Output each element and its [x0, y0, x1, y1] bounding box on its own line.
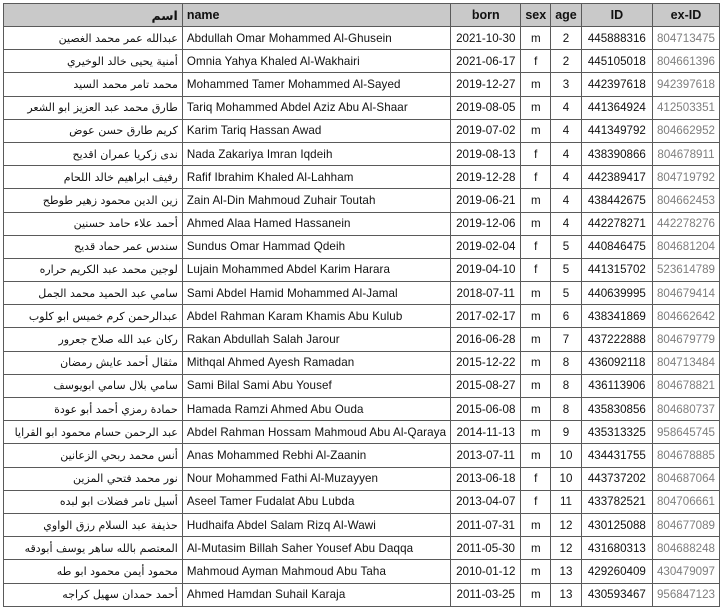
- cell-name: Anas Mohammed Rebhi Al-Zaanin: [182, 444, 450, 467]
- cell-ex-id: 430479097: [652, 560, 719, 583]
- cell-arabic-name: كريم طارق حسن عوض: [4, 119, 183, 142]
- table-row: [4, 467, 720, 490]
- table-row: [4, 421, 720, 444]
- cell-age: 4: [551, 96, 582, 119]
- table-body: [4, 27, 720, 607]
- cell-ex-id: 804719792: [652, 166, 719, 189]
- cell-arabic-name: سامي بلال سامي ابويوسف: [4, 374, 183, 397]
- cell-ex-id: 804678911: [652, 142, 719, 165]
- cell-id: 437222888: [581, 328, 652, 351]
- cell-arabic-name: ركان عبد الله صلاح جعرور: [4, 328, 183, 351]
- cell-born: 2015-12-22: [451, 351, 521, 374]
- table-row: [4, 537, 720, 560]
- cell-age: 13: [551, 583, 582, 606]
- cell-ex-id: 804677089: [652, 513, 719, 536]
- cell-ex-id: 958645745: [652, 421, 719, 444]
- table-row: [4, 50, 720, 73]
- cell-name: Abdullah Omar Mohammed Al-Ghusein: [182, 27, 450, 50]
- cell-ex-id: 804678885: [652, 444, 719, 467]
- cell-born: 2015-06-08: [451, 398, 521, 421]
- cell-id: 433782521: [581, 490, 652, 513]
- cell-age: 5: [551, 282, 582, 305]
- cell-id: 438442675: [581, 189, 652, 212]
- table-row: [4, 73, 720, 96]
- cell-age: 10: [551, 444, 582, 467]
- table-row: [4, 351, 720, 374]
- cell-sex: m: [521, 583, 551, 606]
- cell-ex-id: 804688248: [652, 537, 719, 560]
- victims-table-container: [3, 3, 720, 607]
- header-id: ID: [581, 4, 652, 27]
- cell-name: Omnia Yahya Khaled Al-Wakhairi: [182, 50, 450, 73]
- cell-arabic-name: حمادة رمزي أحمد أبو عودة: [4, 398, 183, 421]
- cell-ex-id: 804706661: [652, 490, 719, 513]
- cell-ex-id: 804662642: [652, 305, 719, 328]
- cell-born: 2019-06-21: [451, 189, 521, 212]
- cell-sex: m: [521, 513, 551, 536]
- cell-born: 2021-06-17: [451, 50, 521, 73]
- cell-born: 2014-11-13: [451, 421, 521, 444]
- cell-ex-id: 523614789: [652, 258, 719, 281]
- cell-sex: m: [521, 96, 551, 119]
- cell-ex-id: 956847123: [652, 583, 719, 606]
- cell-ex-id: 804687064: [652, 467, 719, 490]
- table-row: [4, 328, 720, 351]
- cell-born: 2013-06-18: [451, 467, 521, 490]
- cell-name: Rakan Abdullah Salah Jarour: [182, 328, 450, 351]
- cell-ex-id: 804662952: [652, 119, 719, 142]
- table-row: [4, 398, 720, 421]
- cell-id: 441364924: [581, 96, 652, 119]
- cell-sex: f: [521, 235, 551, 258]
- table-row: [4, 258, 720, 281]
- cell-sex: m: [521, 73, 551, 96]
- cell-name: Abdel Rahman Hossam Mahmoud Abu Al-Qaraya: [182, 421, 450, 444]
- cell-id: 442389417: [581, 166, 652, 189]
- cell-arabic-name: أحمد حمدان سهيل كراجه: [4, 583, 183, 606]
- table-row: [4, 96, 720, 119]
- cell-ex-id: 804661396: [652, 50, 719, 73]
- cell-born: 2016-06-28: [451, 328, 521, 351]
- cell-born: 2019-02-04: [451, 235, 521, 258]
- cell-id: 442278271: [581, 212, 652, 235]
- cell-age: 8: [551, 374, 582, 397]
- cell-arabic-name: أنس محمد ربحي الزعانين: [4, 444, 183, 467]
- cell-arabic-name: لوجين محمد عبد الكريم حراره: [4, 258, 183, 281]
- cell-age: 4: [551, 166, 582, 189]
- cell-name: Nour Mohammed Fathi Al-Muzayyen: [182, 467, 450, 490]
- cell-name: Ahmed Hamdan Suhail Karaja: [182, 583, 450, 606]
- cell-age: 10: [551, 467, 582, 490]
- cell-id: 440639995: [581, 282, 652, 305]
- cell-sex: m: [521, 421, 551, 444]
- cell-age: 9: [551, 421, 582, 444]
- cell-id: 441349792: [581, 119, 652, 142]
- table-row: [4, 374, 720, 397]
- table-row: [4, 212, 720, 235]
- cell-ex-id: 804678821: [652, 374, 719, 397]
- cell-born: 2019-08-05: [451, 96, 521, 119]
- cell-born: 2015-08-27: [451, 374, 521, 397]
- cell-age: 4: [551, 119, 582, 142]
- cell-ex-id: 804713484: [652, 351, 719, 374]
- cell-sex: m: [521, 305, 551, 328]
- cell-sex: m: [521, 119, 551, 142]
- cell-name: Lujain Mohammed Abdel Karim Harara: [182, 258, 450, 281]
- cell-sex: f: [521, 142, 551, 165]
- cell-sex: f: [521, 166, 551, 189]
- cell-sex: f: [521, 490, 551, 513]
- cell-age: 2: [551, 50, 582, 73]
- cell-arabic-name: حذيفة عبد السلام رزق الواوي: [4, 513, 183, 536]
- cell-arabic-name: أمنية يحيى خالد الوخيري: [4, 50, 183, 73]
- cell-born: 2019-04-10: [451, 258, 521, 281]
- cell-name: Mahmoud Ayman Mahmoud Abu Taha: [182, 560, 450, 583]
- cell-age: 12: [551, 513, 582, 536]
- cell-id: 440846475: [581, 235, 652, 258]
- cell-arabic-name: عبد الرحمن حسام محمود ابو القرايا: [4, 421, 183, 444]
- cell-ex-id: 942397618: [652, 73, 719, 96]
- cell-age: 4: [551, 189, 582, 212]
- cell-arabic-name: رفيف ابراهيم خالد اللحام: [4, 166, 183, 189]
- cell-sex: m: [521, 328, 551, 351]
- cell-born: 2013-04-07: [451, 490, 521, 513]
- cell-age: 12: [551, 537, 582, 560]
- cell-name: Rafif Ibrahim Khaled Al-Lahham: [182, 166, 450, 189]
- cell-born: 2019-12-27: [451, 73, 521, 96]
- cell-age: 6: [551, 305, 582, 328]
- cell-id: 435313325: [581, 421, 652, 444]
- cell-name: Sami Abdel Hamid Mohammed Al-Jamal: [182, 282, 450, 305]
- table-row: [4, 282, 720, 305]
- cell-sex: m: [521, 212, 551, 235]
- cell-sex: m: [521, 537, 551, 560]
- cell-sex: f: [521, 258, 551, 281]
- cell-born: 2013-07-11: [451, 444, 521, 467]
- table-row: [4, 189, 720, 212]
- cell-id: 445105018: [581, 50, 652, 73]
- cell-age: 4: [551, 142, 582, 165]
- cell-sex: m: [521, 374, 551, 397]
- cell-ex-id: 804662453: [652, 189, 719, 212]
- table-row: [4, 305, 720, 328]
- cell-born: 2018-07-11: [451, 282, 521, 305]
- cell-id: 441315702: [581, 258, 652, 281]
- cell-id: 436092118: [581, 351, 652, 374]
- cell-sex: f: [521, 467, 551, 490]
- cell-born: 2011-03-25: [451, 583, 521, 606]
- cell-sex: m: [521, 560, 551, 583]
- cell-name: Mithqal Ahmed Ayesh Ramadan: [182, 351, 450, 374]
- cell-arabic-name: ندى زكريا عمران اقديح: [4, 142, 183, 165]
- cell-id: 442397618: [581, 73, 652, 96]
- header-arabic-name: اسم: [4, 4, 183, 27]
- cell-id: 435830856: [581, 398, 652, 421]
- cell-sex: m: [521, 444, 551, 467]
- cell-name: Al-Mutasim Billah Saher Yousef Abu Daqqa: [182, 537, 450, 560]
- cell-age: 8: [551, 351, 582, 374]
- cell-born: 2011-05-30: [451, 537, 521, 560]
- cell-name: Nada Zakariya Imran Iqdeih: [182, 142, 450, 165]
- table-row: [4, 27, 720, 50]
- cell-id: 438390866: [581, 142, 652, 165]
- cell-born: 2019-12-06: [451, 212, 521, 235]
- cell-born: 2019-12-28: [451, 166, 521, 189]
- cell-id: 431680313: [581, 537, 652, 560]
- cell-name: Zain Al-Din Mahmoud Zuhair Toutah: [182, 189, 450, 212]
- table-row: [4, 444, 720, 467]
- cell-arabic-name: مثقال أحمد عايش رمضان: [4, 351, 183, 374]
- cell-sex: m: [521, 351, 551, 374]
- cell-sex: m: [521, 282, 551, 305]
- cell-arabic-name: طارق محمد عبد العزيز ابو الشعر: [4, 96, 183, 119]
- cell-born: 2010-01-12: [451, 560, 521, 583]
- cell-name: Abdel Rahman Karam Khamis Abu Kulub: [182, 305, 450, 328]
- cell-name: Sundus Omar Hammad Qdeih: [182, 235, 450, 258]
- cell-born: 2019-08-13: [451, 142, 521, 165]
- cell-id: 443737202: [581, 467, 652, 490]
- cell-arabic-name: محمود أيمن محمود ابو طه: [4, 560, 183, 583]
- cell-id: 434431755: [581, 444, 652, 467]
- table-row: [4, 513, 720, 536]
- cell-age: 5: [551, 258, 582, 281]
- cell-arabic-name: عبدالله عمر محمد الغصين: [4, 27, 183, 50]
- cell-id: 438341869: [581, 305, 652, 328]
- header-age: age: [551, 4, 582, 27]
- table-row: [4, 490, 720, 513]
- cell-arabic-name: سندس عمر حماد قديح: [4, 235, 183, 258]
- header-born: born: [451, 4, 521, 27]
- table-row: [4, 142, 720, 165]
- cell-arabic-name: نور محمد فتحي المزين: [4, 467, 183, 490]
- cell-arabic-name: زين الدين محمود زهير طوطح: [4, 189, 183, 212]
- cell-sex: f: [521, 50, 551, 73]
- cell-age: 8: [551, 398, 582, 421]
- cell-born: 2021-10-30: [451, 27, 521, 50]
- cell-arabic-name: سامي عبد الحميد محمد الجمل: [4, 282, 183, 305]
- cell-name: Sami Bilal Sami Abu Yousef: [182, 374, 450, 397]
- cell-age: 5: [551, 235, 582, 258]
- cell-age: 13: [551, 560, 582, 583]
- cell-age: 3: [551, 73, 582, 96]
- cell-ex-id: 804681204: [652, 235, 719, 258]
- cell-sex: m: [521, 398, 551, 421]
- header-ex-id: ex-ID: [652, 4, 719, 27]
- cell-name: Hamada Ramzi Ahmed Abu Ouda: [182, 398, 450, 421]
- cell-arabic-name: المعتصم بالله ساهر يوسف أبودقه: [4, 537, 183, 560]
- cell-arabic-name: محمد تامر محمد السيد: [4, 73, 183, 96]
- victims-table: [3, 3, 720, 607]
- cell-id: 430593467: [581, 583, 652, 606]
- cell-id: 445888316: [581, 27, 652, 50]
- cell-name: Tariq Mohammed Abdel Aziz Abu Al-Shaar: [182, 96, 450, 119]
- table-header: [4, 4, 720, 27]
- cell-age: 11: [551, 490, 582, 513]
- cell-id: 436113906: [581, 374, 652, 397]
- table-row: [4, 119, 720, 142]
- cell-ex-id: 804713475: [652, 27, 719, 50]
- table-row: [4, 166, 720, 189]
- header-sex: sex: [521, 4, 551, 27]
- cell-ex-id: 804680737: [652, 398, 719, 421]
- cell-name: Mohammed Tamer Mohammed Al-Sayed: [182, 73, 450, 96]
- cell-born: 2019-07-02: [451, 119, 521, 142]
- cell-age: 4: [551, 212, 582, 235]
- cell-born: 2017-02-17: [451, 305, 521, 328]
- cell-age: 2: [551, 27, 582, 50]
- cell-name: Ahmed Alaa Hamed Hassanein: [182, 212, 450, 235]
- cell-sex: m: [521, 189, 551, 212]
- header-name: name: [182, 4, 450, 27]
- cell-name: Karim Tariq Hassan Awad: [182, 119, 450, 142]
- table-row: [4, 583, 720, 606]
- cell-id: 429260409: [581, 560, 652, 583]
- cell-arabic-name: أسيل تامر فضلات ابو لبده: [4, 490, 183, 513]
- cell-ex-id: 412503351: [652, 96, 719, 119]
- cell-id: 430125088: [581, 513, 652, 536]
- cell-name: Hudhaifa Abdel Salam Rizq Al-Wawi: [182, 513, 450, 536]
- header-row: [4, 4, 720, 27]
- cell-sex: m: [521, 27, 551, 50]
- cell-arabic-name: أحمد علاء حامد حسنين: [4, 212, 183, 235]
- cell-name: Aseel Tamer Fudalat Abu Lubda: [182, 490, 450, 513]
- cell-arabic-name: عبدالرحمن كرم خميس ابو كلوب: [4, 305, 183, 328]
- cell-ex-id: 804679779: [652, 328, 719, 351]
- table-row: [4, 235, 720, 258]
- table-row: [4, 560, 720, 583]
- cell-born: 2011-07-31: [451, 513, 521, 536]
- cell-ex-id: 804679414: [652, 282, 719, 305]
- cell-age: 7: [551, 328, 582, 351]
- cell-ex-id: 442278276: [652, 212, 719, 235]
